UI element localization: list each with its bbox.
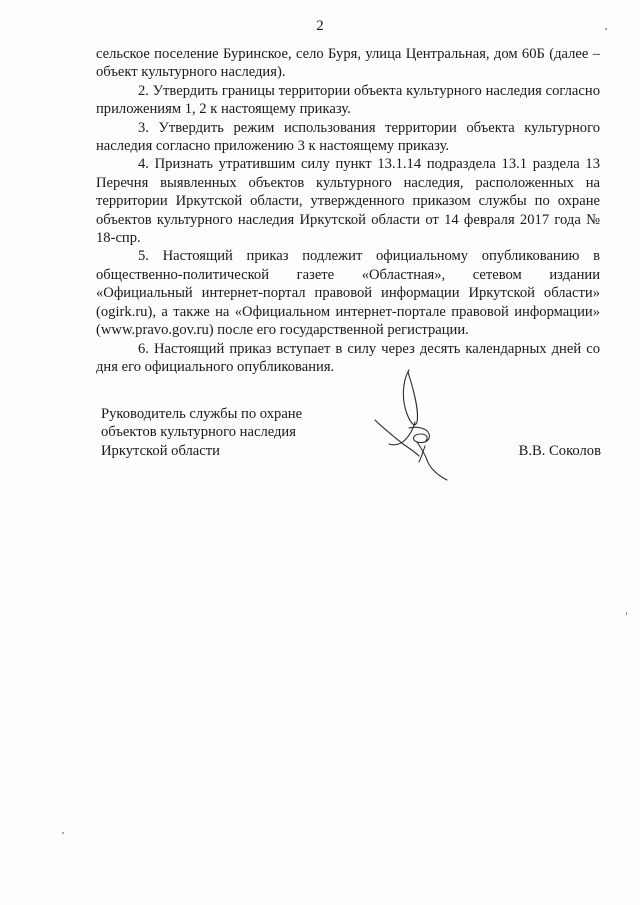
scan-speck bbox=[626, 612, 627, 615]
paragraph-3: 3. Утвердить режим использования территории объекта культурного наследия согласно приложению 3 к настоящему приказу. bbox=[96, 119, 600, 155]
scan-speck bbox=[605, 28, 607, 30]
paragraph-1: сельское поселение Буринское, село Буря, улица Центральная, дом 60Б (далее – объект культурного наследия). bbox=[96, 46, 600, 81]
signer-title-line: объектов культурного наследия bbox=[101, 424, 296, 441]
paragraph-4: 4. Признать утратившим силу пункт 13.1.14 подраздела 13.1 раздела 13 Перечня выявленных объектов культурного наследия, расположенных на территории Иркутской области, утвержденного приказом службы по охране объектов культурного наследия Иркутской области от 14 февраля 2017 года № 18-спр. bbox=[96, 156, 600, 247]
signer-name: В.В. Соколов bbox=[518, 442, 601, 459]
paragraph-6: 6. Настоящий приказ вступает в силу через десять календарных дней со дня его официального опубликования. bbox=[96, 340, 600, 375]
page-number: 2 bbox=[316, 18, 324, 34]
handwritten-signature bbox=[365, 362, 455, 482]
paragraph-2: 2. Утвердить границы территории объекта культурного наследия согласно приложениям 1, 2 к настоящему приказу. bbox=[96, 82, 600, 118]
paragraph-5: 5. Настоящий приказ подлежит официальному опубликованию в общественно-политической газете «Областная», сетевом издании «Официальный интернет-портал правовой информации Иркутской области» (ogirk.ru), а также на «Официальном интернет-портале правовой информации» (www.pravo.gov.ru) после его государственной регистрации. bbox=[96, 248, 600, 339]
scan-speck bbox=[62, 832, 64, 834]
signer-title-line: Руководитель службы по охране bbox=[101, 406, 303, 422]
signer-title bbox=[101, 405, 361, 460]
signer-title-line: Иркутской области bbox=[101, 442, 220, 459]
document-body bbox=[96, 45, 600, 376]
signature-block bbox=[101, 405, 601, 465]
